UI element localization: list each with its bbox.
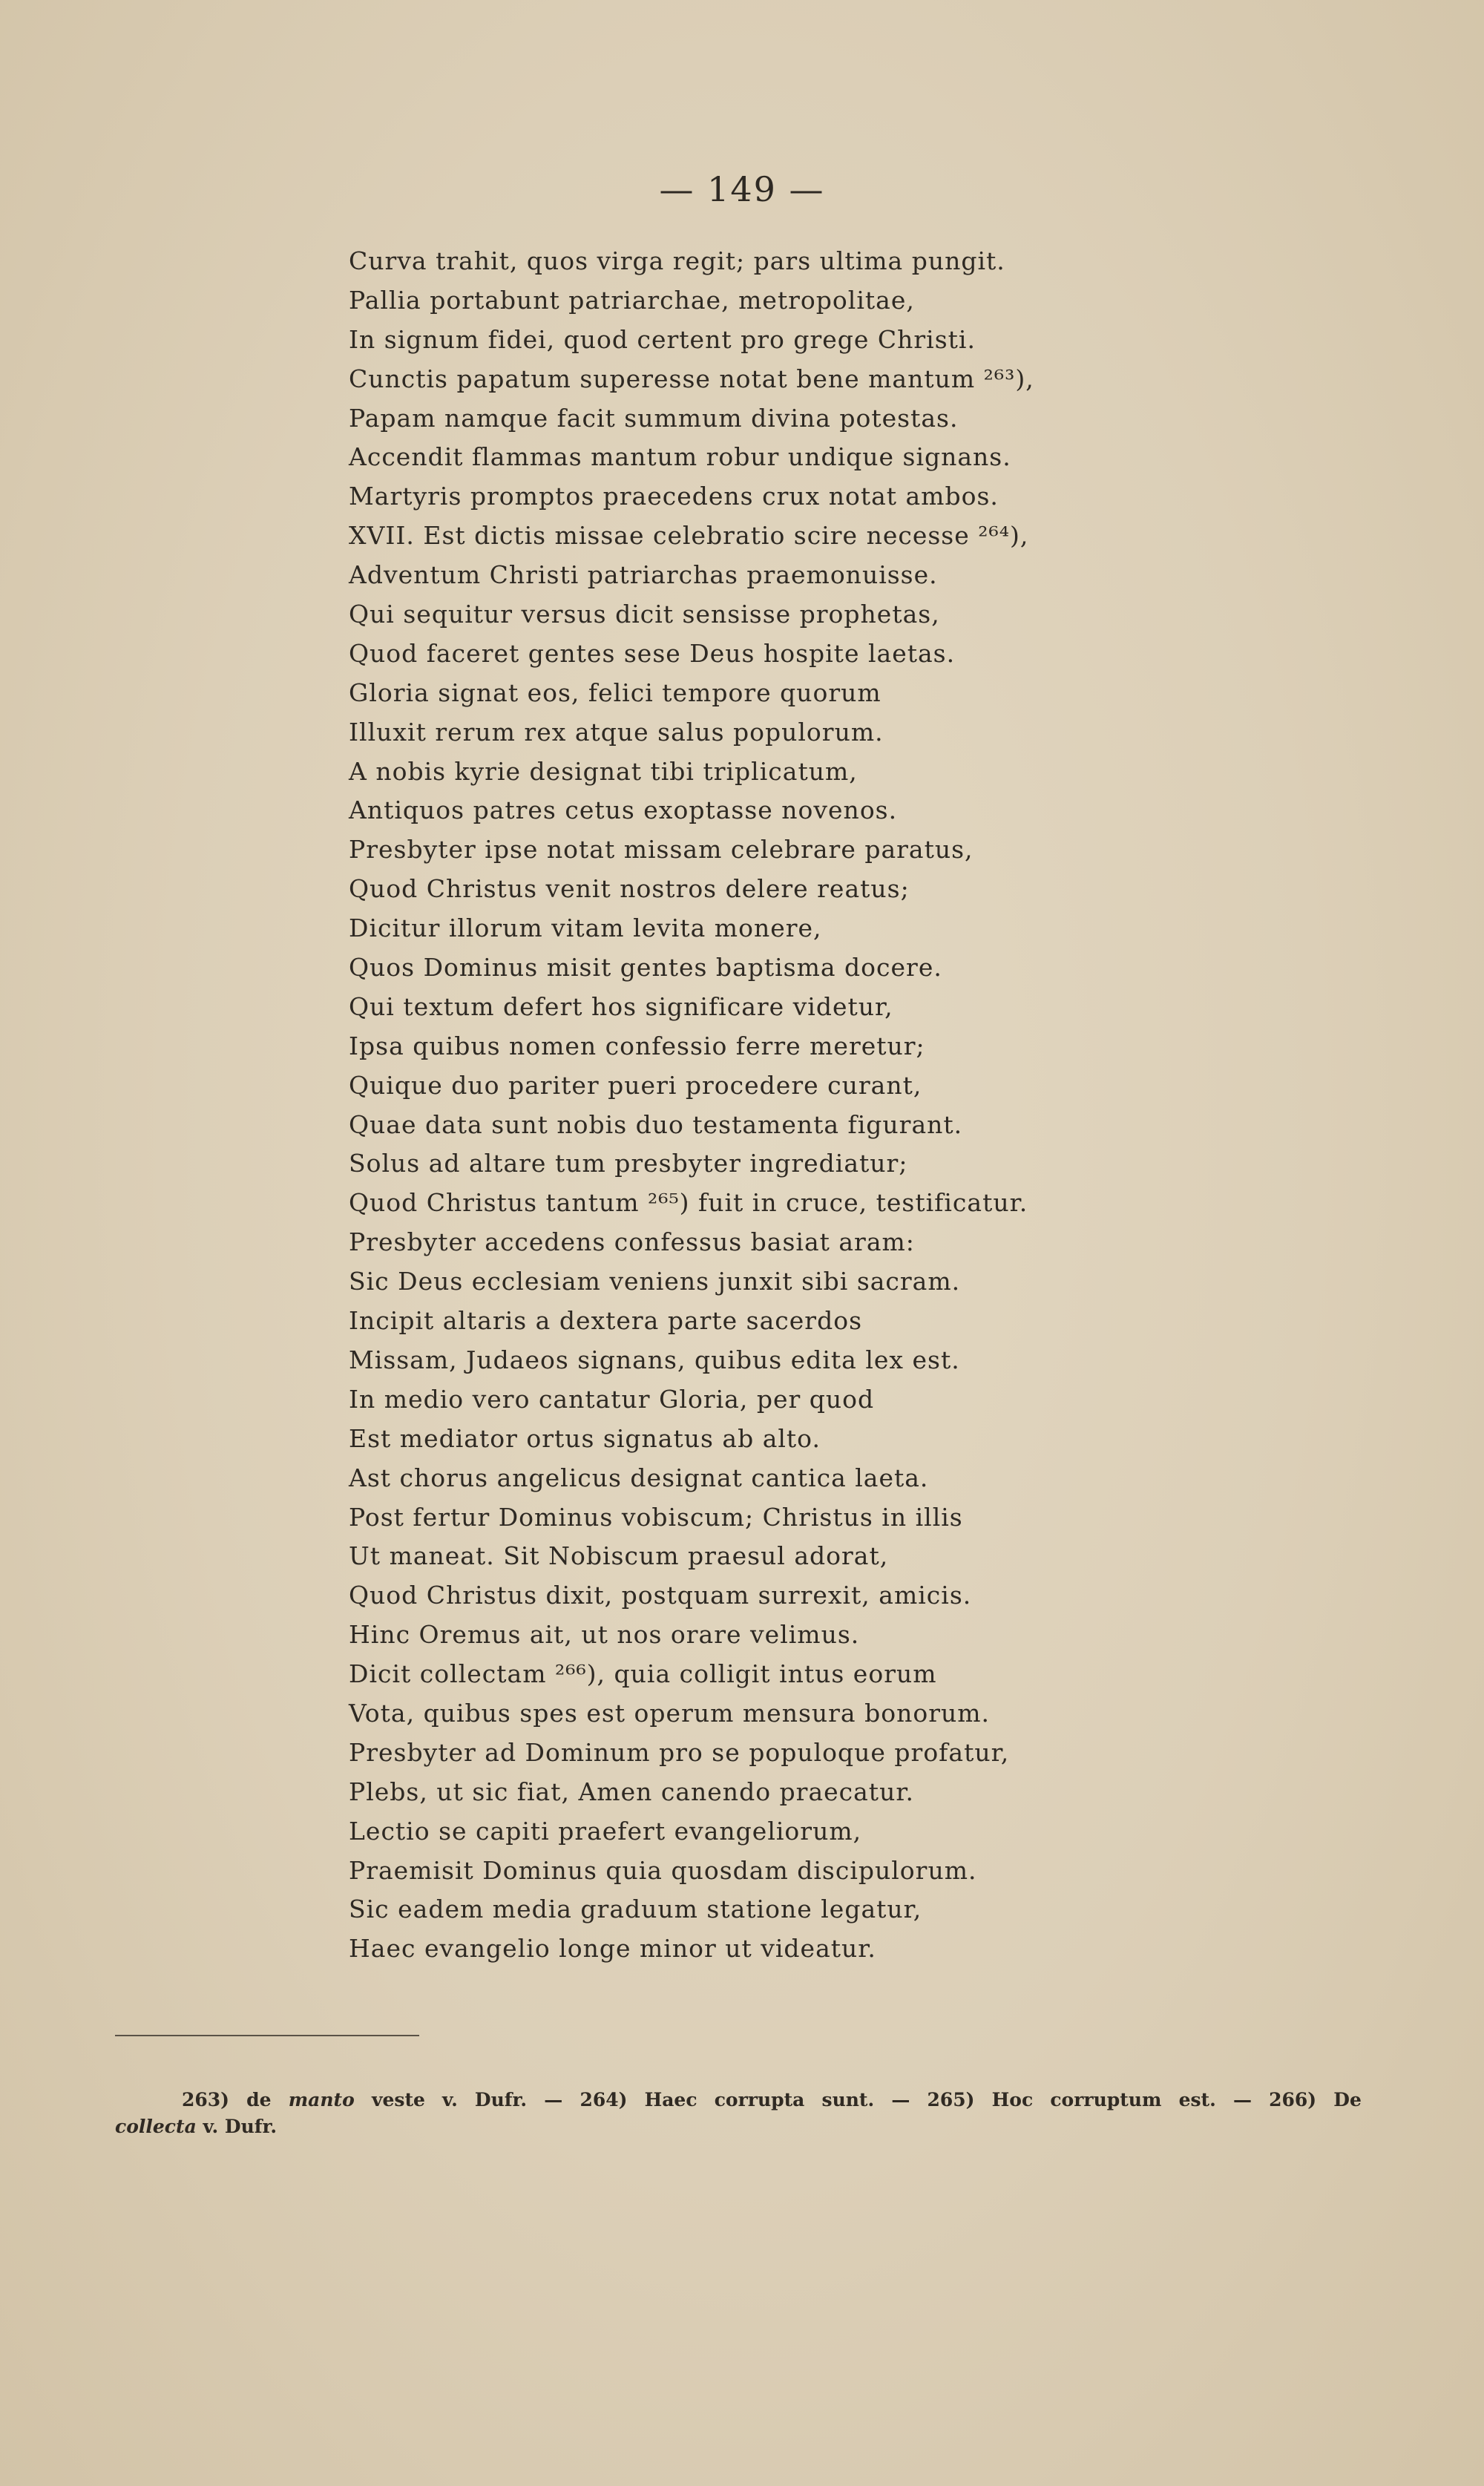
- verse-line: Post fertur Dominus vobiscum; Christus in illis: [349, 1502, 963, 1532]
- verse-line: Ipsa quibus nomen confessio ferre meretur;: [349, 1031, 925, 1060]
- verse-line: Accendit flammas mantum robur undique signans.: [349, 442, 1011, 472]
- verse-line: Presbyter ipse notat missam celebrare paratus,: [349, 835, 974, 865]
- verse-line: Lectio se capiti praefert evangeliorum,: [349, 1816, 862, 1846]
- footnote-separator-rule: [115, 2035, 419, 2036]
- verse-line: Illuxit rerum rex atque salus populorum.: [349, 717, 884, 747]
- verse-line: Quod Christus venit nostros delere reatus;: [349, 874, 910, 904]
- verse-line: Dicitur illorum vitam levita monere,: [349, 914, 822, 943]
- verse-line: XVII. Est dictis missae celebratio scire necesse ²⁶⁴),: [349, 521, 1029, 551]
- footnote-263-number: 263): [182, 2089, 230, 2111]
- footnote-266-term: collecta: [115, 2116, 197, 2137]
- verse-line: Sic eadem media graduum statione legatur,: [349, 1895, 922, 1924]
- verse-line: Vota, quibus spes est operum mensura bonorum.: [349, 1698, 991, 1728]
- verse-line: Quique duo pariter pueri procedere curant,: [349, 1070, 922, 1100]
- verse-line: Presbyter ad Dominum pro se populoque profatur,: [349, 1737, 1010, 1767]
- footnote-separator: —: [544, 2089, 563, 2111]
- verse-line: Cunctis papatum superesse notat bene mantum ²⁶³),: [349, 364, 1034, 393]
- verse-line: Ut maneat. Sit Nobiscum praesul adorat,: [349, 1541, 889, 1571]
- verse-line: Quae data sunt nobis duo testamenta figurant.: [349, 1109, 963, 1139]
- verse-line: Hinc Oremus ait, ut nos orare velimus.: [349, 1620, 860, 1650]
- verse-line: Praemisit Dominus quia quosdam discipulorum.: [349, 1855, 977, 1885]
- footnote-263-text: veste v. Dufr.: [371, 2089, 528, 2111]
- footnote-separator: —: [1232, 2089, 1252, 2111]
- verse-line: Qui sequitur versus dicit sensisse prophetas,: [349, 600, 940, 629]
- verse-line: Adventum Christi patriarchas praemonuisse.: [349, 560, 938, 590]
- footnote-263-term: manto: [288, 2089, 355, 2111]
- verse-line: Haec evangelio longe minor ut videatur.: [349, 1934, 876, 1964]
- verse-line: Curva trahit, quos virga regit; pars ultima pungit.: [349, 246, 1005, 275]
- page-number: — 149 —: [659, 169, 825, 209]
- footnotes: [115, 2087, 1362, 2140]
- verse-line: In signum fidei, quod certent pro grege Christi.: [349, 324, 976, 354]
- verse-line: Quos Dominus misit gentes baptisma docere.: [349, 953, 942, 983]
- footnote-266-text: v. Dufr.: [203, 2116, 278, 2137]
- verse-line: Martyris promptos praecedens crux notat ambos.: [349, 482, 999, 511]
- verse-line: A nobis kyrie designat tibi triplicatum,: [349, 756, 858, 786]
- verse-line: Plebs, ut sic fiat, Amen canendo praecatur.: [349, 1777, 914, 1806]
- verse-line: Ast chorus angelicus designat cantica laeta.: [349, 1463, 929, 1492]
- footnote-line: [115, 2113, 1362, 2140]
- verse-line: Qui textum defert hos significare videtur,: [349, 991, 893, 1021]
- verse-line: Pallia portabunt patriarchae, metropolitae,: [349, 285, 915, 315]
- verse-line: Solus ad altare tum presbyter ingrediatur;: [349, 1149, 908, 1178]
- verse-line: Quod faceret gentes sese Deus hospite laetas.: [349, 638, 956, 668]
- verse-line: Papam namque facit summum divina potestas.: [349, 403, 959, 433]
- verse-line: In medio vero cantatur Gloria, per quod: [349, 1384, 875, 1414]
- verse-line: Est mediator ortus signatus ab alto.: [349, 1423, 821, 1453]
- footnote-264: 264) Haec corrupta sunt.: [580, 2089, 875, 2111]
- footnote-266-number: 266) De: [1269, 2089, 1362, 2111]
- verse-line: Presbyter accedens confessus basiat aram:: [349, 1227, 915, 1257]
- verse-line: Missam, Judaeos signans, quibus edita lex est.: [349, 1345, 960, 1374]
- footnote-265: 265) Hoc corruptum est.: [927, 2089, 1216, 2111]
- verse-line: Sic Deus ecclesiam veniens junxit sibi sacram.: [349, 1267, 961, 1296]
- verse-line: Antiquos patres cetus exoptasse novenos.: [349, 796, 898, 825]
- verse-line: Dicit collectam ²⁶⁶), quia colligit intus eorum: [349, 1659, 937, 1689]
- footnote-separator: —: [891, 2089, 910, 2111]
- verse-line: Quod Christus dixit, postquam surrexit, amicis.: [349, 1581, 972, 1610]
- verse-line: Incipit altaris a dextera parte sacerdos: [349, 1306, 863, 1336]
- footnote-line: [115, 2087, 1362, 2113]
- verse-line: Quod Christus tantum ²⁶⁵) fuit in cruce, testificatur.: [349, 1188, 1028, 1218]
- verse-block: [349, 242, 1388, 1969]
- footnote-263-prefix: de: [246, 2089, 272, 2111]
- verse-line: Gloria signat eos, felici tempore quorum: [349, 678, 881, 707]
